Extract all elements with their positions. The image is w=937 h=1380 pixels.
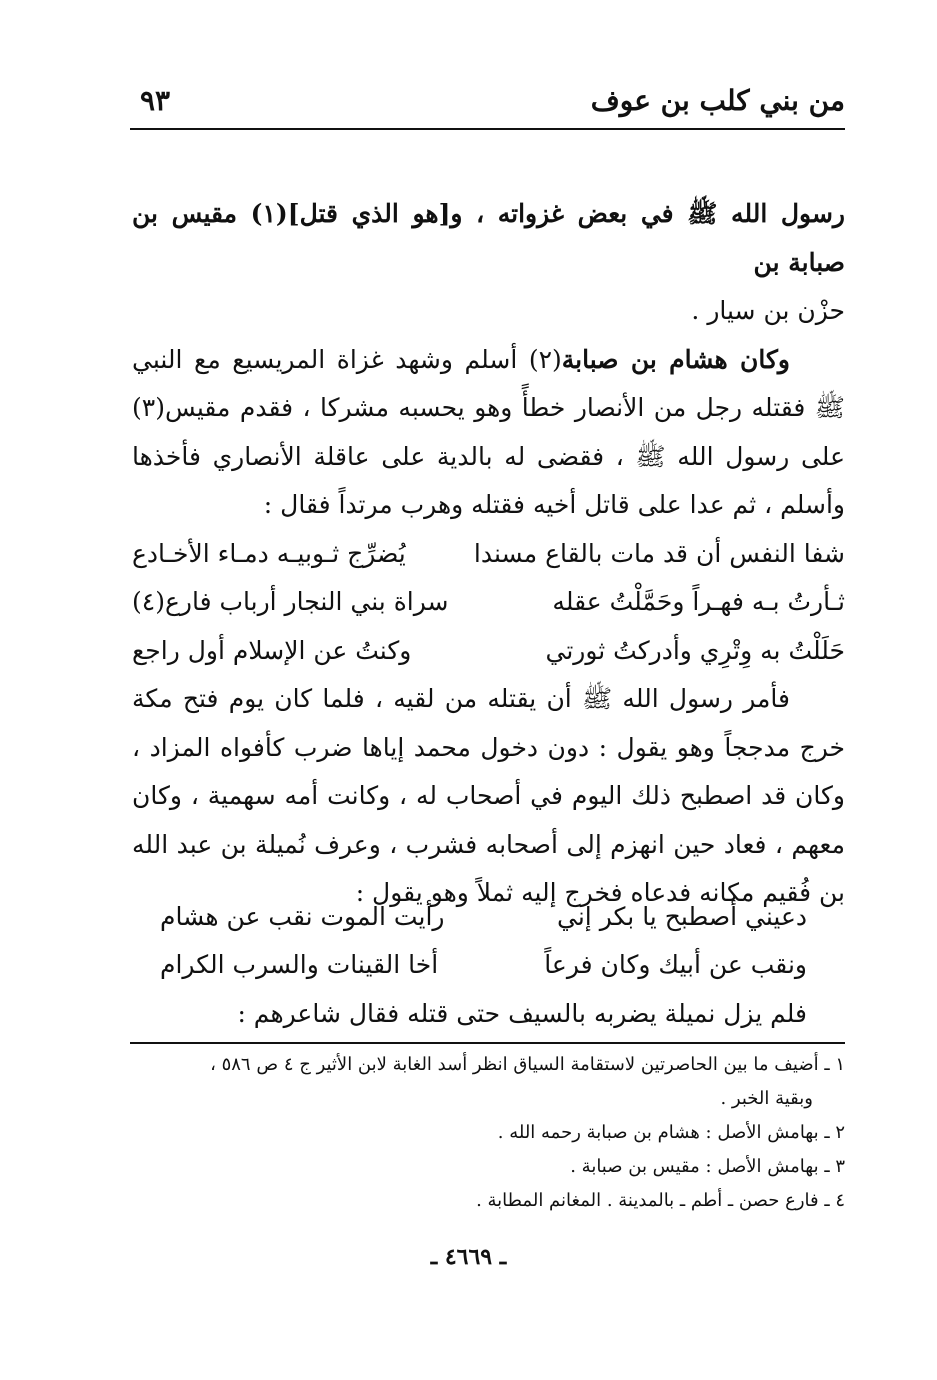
footnote-3: ٣ ـ بهامش الأصل : مقيس بن صبابة . [570,1156,845,1177]
verse-hemistich-left: أخا القينات والسرب الكرام [160,950,439,979]
verse-hemistich-left: سراة بني النجار أرباب فارع(٤) [132,587,449,616]
paragraph-2 [132,336,845,530]
paragraph-1 [132,190,845,287]
paragraph-3-text: فأمر رسول الله ﷺ أن يقتله من لقيه ، فلما كان يوم فتح مكة خرج مدججاً وهو يقول : دون دخول محمد إياها ضرب كأفواه المزاد ، وكان قد اصطبح ذلك اليوم في أصحاب له ، وكانت أمه سهمية ، وكان معهم ، فعاد حين انهزم إلى أصحابه فشرب ، وعرف نُميلة بن عبد الله بن فُقيم مكانه فدعاه فخرج إليه ثملاً وهو يقول : [132,684,845,907]
folio-number: ـ ٤٦٦٩ ـ [430,1244,507,1270]
poem-2 [160,893,807,989]
verse-line [132,578,845,627]
verse-hemistich-right: شفا النفس أن قد مات بالقاع مسندا [473,538,845,568]
verse-hemistich-left: رأيت الموت نقب عن هشام [160,902,445,931]
footnote-2: ٢ ـ بهامش الأصل : هشام بن صبابة رحمه الله . [497,1122,845,1143]
paragraph-1-line-2: حزْن بن سيار . [691,296,845,325]
paragraph-4 [237,990,807,1038]
paragraph-1-end [132,287,845,336]
footnote-1-continuation: وبقية الخبر . [720,1088,813,1109]
header-title: من بني كلب بن عوف [590,84,845,117]
verse-hemistich-right: ونقب عن أبيك وكان فرعاً [544,950,807,979]
verse-hemistich-left: يُضرِّج ثـوبيـه دمـاء الأخـادع [132,538,406,568]
paragraph-4-text: فلم يزل نميلة يضربه بالسيف حتى قتله فقال شاعرهم : [237,999,807,1028]
verse-line [132,530,845,579]
poem-1 [132,530,845,676]
paragraph-2-lead: وكان هشام بن صبابة [561,344,790,374]
main-text [132,190,845,918]
verse-line [160,941,807,989]
footnote-4: ٤ ـ فارع حصن ـ أطم ـ بالمدينة . المغانم المطابة . [476,1190,845,1211]
running-header [130,78,845,130]
footnote-separator [130,1042,845,1044]
paragraph-2-text: (٢) أسلم وشهد غزاة المريسيع مع النبي ﷺ فقتله رجل من الأنصار خطأً وهو يحسبه مشركا ، فقدم مقيس(٣) على رسول الله ﷺ ، فقضى له بالدية على عاقلة الأنصاري فأخذها وأسلم ، ثم عدا على قاتل أخيه فقتله وهرب مرتداً فقال : [132,344,845,519]
paragraph-3 [132,675,845,918]
footnote-1: ١ ـ أضيف ما بين الحاصرتين لاستقامة السياق انظر أسد الغابة لابن الأثير ج ٤ ص ٥٨٦ ، [210,1054,845,1075]
verse-hemistich-right: دعيني أصطبح يا بكر إني [557,902,807,931]
verse-hemistich-left: وكنتُ عن الإسلام أول راجع [132,635,412,665]
footnotes [132,1048,845,1218]
verse-hemistich-right: حَلَلْتُ به وِتْرِي وأدركتُ ثورتي [545,635,845,665]
verse-line [160,893,807,941]
paragraph-1-line-1: رسول الله ﷺ في بعض غزواته ، و[هو الذي قتل](١) مقيس بن صبابة بن [132,199,845,277]
verse-hemistich-right: ثـأرتُ بـه فهـراً وحَمَّلْتُ عقله [552,587,845,616]
page-number: ٩٣ [140,84,171,117]
verse-line [132,627,845,676]
